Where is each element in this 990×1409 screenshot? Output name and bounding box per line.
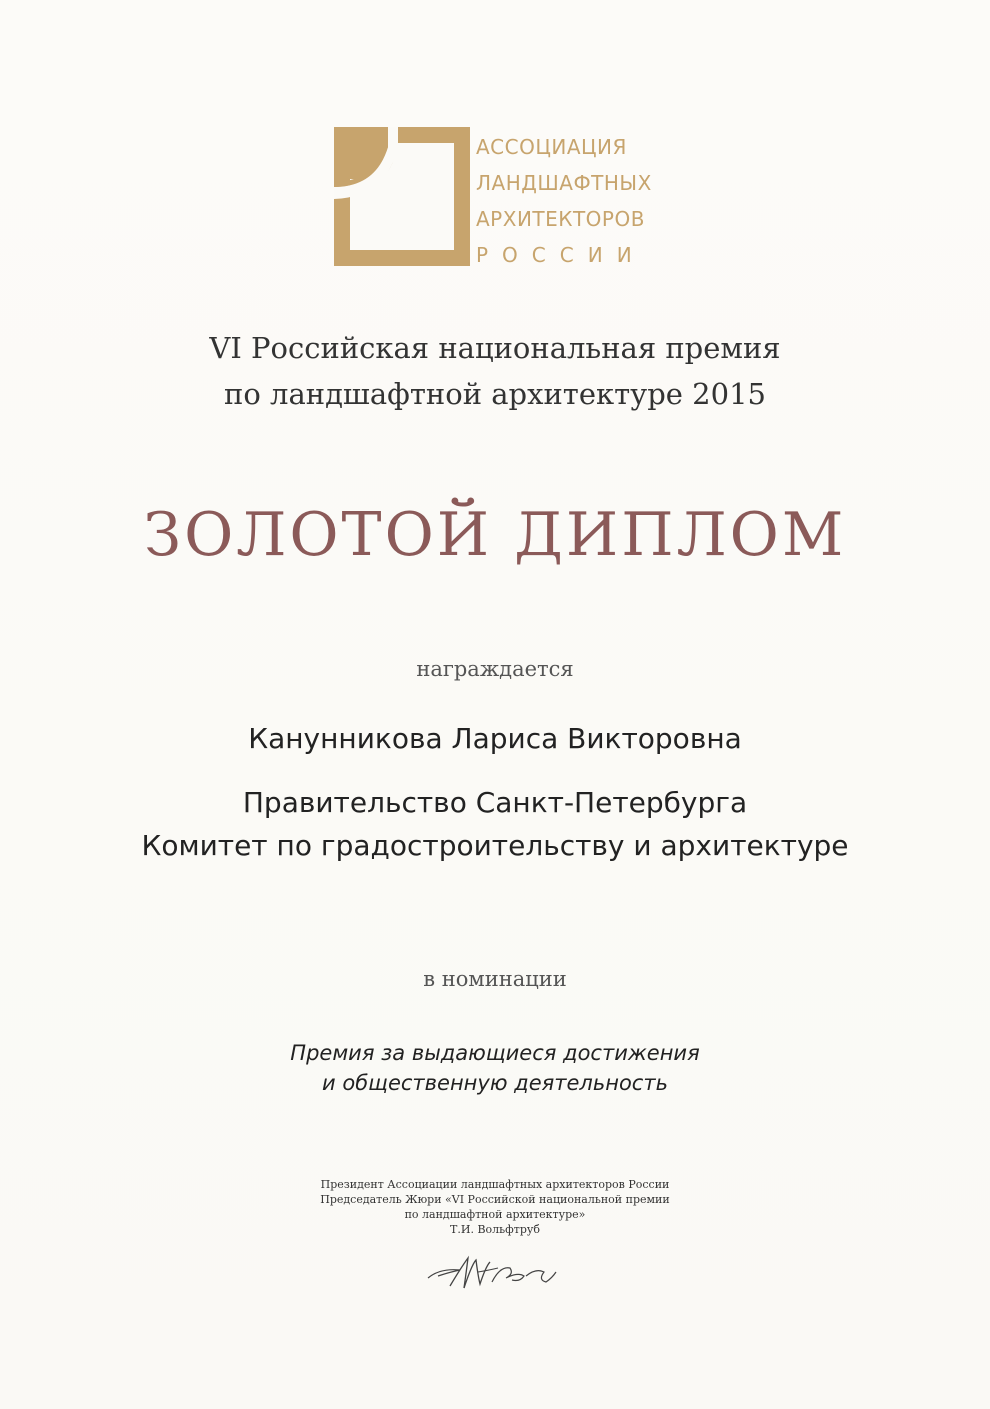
award-name-line-1: VI Российская национальная премия xyxy=(209,331,781,365)
logo-mark-icon xyxy=(334,127,470,266)
recipient-org-line-1: Правительство Санкт-Петербурга xyxy=(242,786,748,819)
nomination-label: в номинации xyxy=(423,967,567,991)
award-name-line-2: по ландшафтной архитектуре 2015 xyxy=(224,377,766,411)
signatory-line-1: Президент Ассоциации ландшафтных архитекторов России xyxy=(320,1178,670,1191)
diploma-title: ЗОЛОТОЙ ДИПЛОМ xyxy=(143,500,847,570)
awarded-label: награждается xyxy=(416,657,574,681)
signatory-line-3: по ландшафтной архитектуре» xyxy=(404,1208,586,1221)
nomination-line-1: Премия за выдающиеся достижения xyxy=(290,1041,700,1065)
signatory-name: Т.И. Вольфтруб xyxy=(450,1223,540,1236)
logo-text-line-2: ЛАНДШАФТНЫХ xyxy=(476,171,652,195)
logo-text-line-1: АССОЦИАЦИЯ xyxy=(476,135,627,159)
nomination-line-2: и общественную деятельность xyxy=(322,1071,668,1095)
association-logo xyxy=(334,127,674,267)
recipient-org-line-2: Комитет по градостроительству и архитектуре xyxy=(141,829,849,862)
logo-text-line-4: РОССИИ xyxy=(476,243,646,267)
signatory-line-2: Председатель Жюри «VI Российской национальной премии xyxy=(320,1193,670,1206)
logo-text-line-3: АРХИТЕКТОРОВ xyxy=(476,207,645,231)
handwritten-signature-icon xyxy=(420,1246,570,1296)
recipient-name: Канунникова Лариса Викторовна xyxy=(248,722,742,755)
logo-text xyxy=(476,129,676,273)
